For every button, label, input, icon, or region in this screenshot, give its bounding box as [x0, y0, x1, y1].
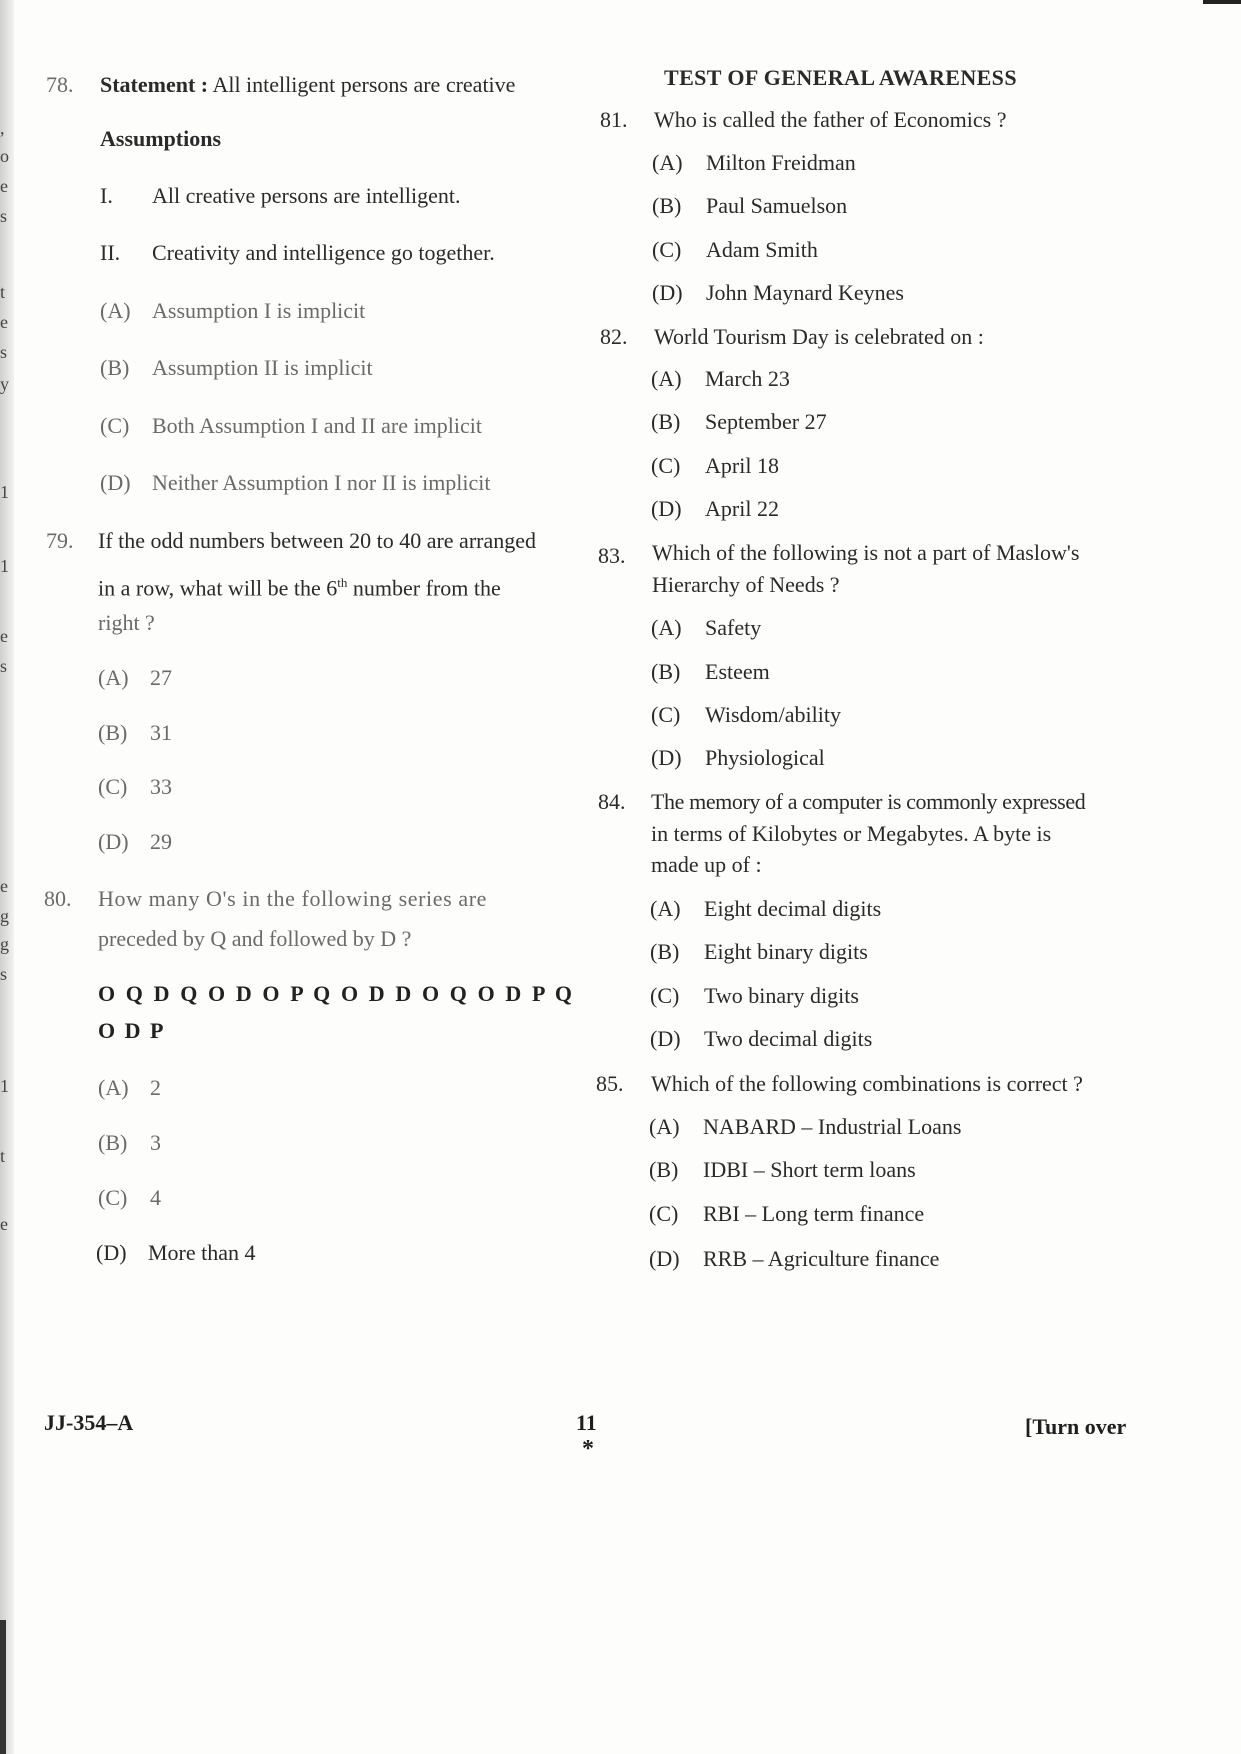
option-d	[96, 1238, 256, 1268]
margin-fragment: e	[0, 876, 8, 896]
question-number: 84.	[598, 789, 626, 814]
assumption-text: All creative persons are intelligent.	[152, 183, 461, 208]
option-letter: (B)	[98, 1130, 128, 1155]
paper-code: JJ-354–A	[44, 1410, 134, 1435]
margin-fragment: ,	[0, 118, 5, 138]
option-d	[649, 1244, 939, 1274]
option-letter: (C)	[98, 1185, 128, 1210]
option-letter: (B)	[649, 1157, 679, 1182]
assumption-item	[100, 238, 495, 268]
question-number: 80.	[44, 886, 72, 911]
option-d	[651, 494, 779, 524]
turn-over-note: [Turn over	[1025, 1414, 1127, 1439]
option-text: John Maynard Keynes	[706, 280, 904, 305]
option-letter: (D)	[98, 829, 129, 854]
option-letter: (D)	[652, 280, 683, 305]
star-mark: *	[582, 1436, 594, 1462]
option-letter: (B)	[652, 193, 682, 218]
option-text: September 27	[705, 409, 827, 434]
assumptions-label: Assumptions	[100, 126, 222, 151]
margin-fragment: s	[0, 964, 8, 984]
option-a	[98, 663, 172, 693]
option-letter: (C)	[650, 983, 680, 1008]
margin-fragment: 1	[0, 1076, 9, 1096]
option-text: 29	[150, 829, 172, 854]
option-text: RRB – Agriculture finance	[703, 1246, 940, 1271]
question-text-line: right ?	[98, 610, 155, 635]
option-text: Eight binary digits	[704, 939, 868, 964]
margin-fragment: e	[0, 312, 8, 332]
option-letter: (A)	[652, 150, 683, 175]
page-corner-mark	[1203, 0, 1241, 4]
option-b	[100, 353, 373, 383]
question-number: 83.	[598, 543, 626, 568]
assumption-label: I.	[100, 183, 113, 208]
question-number: 79.	[46, 528, 74, 553]
option-c	[651, 451, 779, 481]
option-d	[652, 278, 904, 308]
option-c	[98, 1183, 161, 1213]
option-text: Safety	[705, 615, 762, 640]
option-letter: (C)	[651, 702, 681, 727]
option-text: RBI – Long term finance	[703, 1201, 925, 1226]
margin-fragment: y	[0, 374, 9, 394]
margin-fragment: e	[0, 1214, 8, 1234]
option-letter: (C)	[98, 774, 128, 799]
question-text-line: Hierarchy of Needs ?	[652, 572, 840, 597]
letter-series: O D P	[98, 1018, 166, 1043]
question-text: Which of the following combinations is correct ?	[651, 1071, 1083, 1096]
option-letter: (D)	[100, 470, 131, 495]
page-edge-dark	[0, 1620, 6, 1754]
option-letter: (A)	[650, 896, 681, 921]
question-text-line: If the odd numbers between 20 to 40 are arranged	[98, 528, 537, 553]
statement-text: All intelligent persons are creative	[212, 72, 516, 97]
option-b	[652, 191, 847, 221]
question-number: 78.	[46, 72, 74, 97]
question-number: 82.	[600, 324, 628, 349]
option-text: Adam Smith	[706, 237, 818, 262]
option-a	[650, 894, 881, 924]
question-text-part: number from the	[347, 575, 501, 601]
option-letter: (B)	[100, 355, 130, 380]
margin-fragment: e	[0, 176, 8, 196]
option-text: 27	[150, 665, 172, 690]
option-text: April 22	[705, 496, 779, 521]
question-number: 85.	[596, 1071, 624, 1096]
option-letter: (D)	[96, 1240, 127, 1265]
margin-fragment: g	[0, 906, 9, 926]
option-letter: (C)	[651, 453, 681, 478]
margin-fragment: t	[0, 1146, 6, 1166]
option-c	[650, 981, 859, 1011]
assumption-label: II.	[100, 240, 121, 265]
option-text: 31	[150, 720, 172, 745]
option-d	[98, 827, 172, 857]
question-text-line: The memory of a computer is commonly expressed	[651, 789, 1086, 814]
option-text: Two binary digits	[704, 983, 859, 1008]
option-letter: (A)	[651, 366, 682, 391]
margin-fragment: s	[0, 206, 8, 226]
option-letter: (C)	[649, 1201, 679, 1226]
option-b	[651, 407, 827, 437]
option-text: NABARD – Industrial Loans	[703, 1114, 962, 1139]
question-text: World Tourism Day is celebrated on :	[654, 324, 984, 349]
option-text: Assumption II is implicit	[152, 355, 373, 380]
assumption-item	[100, 181, 461, 211]
option-text: Paul Samuelson	[706, 193, 848, 218]
margin-fragment: 1	[0, 556, 9, 576]
assumption-text: Creativity and intelligence go together.	[152, 240, 495, 265]
option-text: Both Assumption I and II are implicit	[152, 413, 482, 438]
option-b	[651, 657, 770, 687]
section-heading: TEST OF GENERAL AWARENESS	[664, 65, 1017, 90]
option-text: 33	[150, 774, 172, 799]
option-text: 3	[150, 1130, 161, 1155]
option-letter: (B)	[651, 409, 681, 434]
option-d	[651, 743, 825, 773]
option-letter: (D)	[651, 496, 682, 521]
option-text: Assumption I is implicit	[152, 298, 366, 323]
option-c	[651, 700, 841, 730]
option-letter: (C)	[100, 413, 130, 438]
option-letter: (B)	[650, 939, 680, 964]
option-b	[98, 1128, 161, 1158]
option-text: 2	[150, 1075, 161, 1100]
option-text: Neither Assumption I nor II is implicit	[152, 470, 491, 495]
option-c	[100, 411, 482, 441]
option-a	[98, 1073, 161, 1103]
option-letter: (A)	[100, 298, 131, 323]
statement-label: Statement :	[100, 72, 209, 97]
option-c	[652, 235, 818, 265]
margin-fragment: e	[0, 626, 8, 646]
option-d	[100, 468, 491, 498]
option-text: March 23	[705, 366, 790, 391]
option-letter: (D)	[651, 745, 682, 770]
page-number: 11	[576, 1410, 597, 1435]
question-number: 81.	[600, 107, 628, 132]
option-text: 4	[150, 1185, 161, 1210]
margin-fragment: t	[0, 282, 6, 302]
margin-fragment: o	[0, 146, 9, 166]
margin-fragment: g	[0, 934, 9, 954]
option-letter: (C)	[652, 237, 682, 262]
option-a	[651, 364, 790, 394]
option-d	[650, 1024, 872, 1054]
option-b	[650, 937, 868, 967]
question-text-line: Which of the following is not a part of Maslow's	[652, 540, 1080, 565]
option-c	[649, 1199, 924, 1229]
margin-fragment: s	[0, 656, 8, 676]
option-a	[100, 296, 365, 326]
option-a	[652, 148, 856, 178]
letter-series: O Q D Q O D O P Q O D D O Q O D P Q	[98, 981, 575, 1006]
question-text	[100, 70, 515, 100]
option-text: Physiological	[705, 745, 825, 770]
question-text-line	[98, 568, 501, 603]
option-text: More than 4	[148, 1240, 256, 1265]
option-text: Two decimal digits	[704, 1026, 873, 1051]
option-text: Esteem	[705, 659, 770, 684]
option-text: IDBI – Short term loans	[703, 1157, 916, 1182]
option-c	[98, 772, 172, 802]
option-text: April 18	[705, 453, 779, 478]
option-text: Wisdom/ability	[705, 702, 841, 727]
option-letter: (D)	[650, 1026, 681, 1051]
option-letter: (A)	[98, 1075, 129, 1100]
option-text: Milton Freidman	[706, 150, 856, 175]
question-text-line: preceded by Q and followed by D ?	[98, 926, 412, 951]
option-letter: (A)	[98, 665, 129, 690]
question-text-line: in terms of Kilobytes or Megabytes. A byte is	[651, 821, 1052, 846]
option-text: Eight decimal digits	[704, 896, 882, 921]
superscript: th	[337, 575, 348, 590]
option-letter: (B)	[651, 659, 681, 684]
margin-fragment: 1	[0, 482, 9, 502]
question-text-line: How many O's in the following series are	[98, 886, 488, 911]
question-text-line: made up of :	[651, 852, 762, 877]
option-a	[651, 613, 761, 643]
option-letter: (B)	[98, 720, 128, 745]
option-b	[649, 1155, 916, 1185]
question-text: Who is called the father of Economics ?	[654, 107, 1007, 132]
question-text-part: in a row, what will be the 6	[98, 575, 338, 601]
option-letter: (A)	[649, 1114, 680, 1139]
option-letter: (D)	[649, 1246, 680, 1271]
option-b	[98, 718, 172, 748]
margin-fragment: s	[0, 342, 8, 362]
option-letter: (A)	[651, 615, 682, 640]
option-a	[649, 1112, 961, 1142]
